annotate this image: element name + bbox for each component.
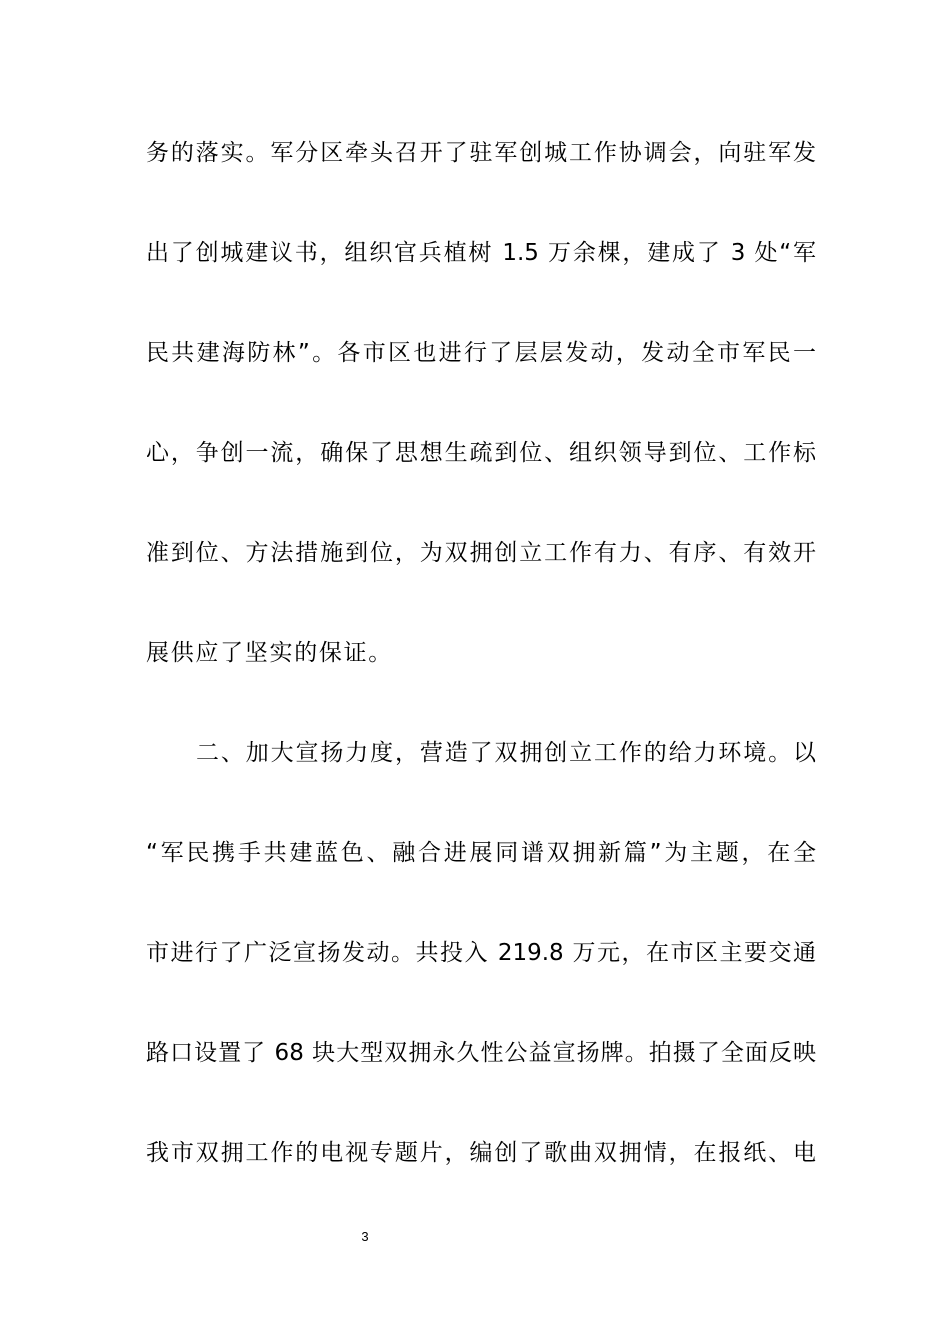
- body-text-line: 展供应了坚实的保证。: [146, 640, 393, 666]
- body-text-line: 准到位、方法措施到位，为双拥创立工作有力、有序、有效开: [146, 540, 816, 566]
- body-text-line: 务的落实。军分区牵头召开了驻军创城工作协调会，向驻军发: [146, 140, 816, 166]
- body-text-line: 路口设置了 68 块大型双拥永久性公益宣扬牌。拍摄了全面反映: [146, 1040, 816, 1066]
- body-text-line: 市进行了广泛宣扬发动。共投入 219.8 万元，在市区主要交通: [146, 940, 816, 966]
- body-text-line: 心，争创一流，确保了思想生疏到位、组织领导到位、工作标: [146, 440, 816, 466]
- body-text-line: “军民携手共建蓝色、融合进展同谱双拥新篇”为主题，在全: [146, 840, 816, 866]
- section-heading-line: 二、加大宣扬力度，营造了双拥创立工作的给力环境。以: [196, 740, 816, 766]
- page-number: 3: [361, 1229, 369, 1244]
- body-text-line: 民共建海防林”。各市区也进行了层层发动，发动全市军民一: [146, 340, 816, 366]
- body-text-line: 出了创城建议书，组织官兵植树 1.5 万余棵，建成了 3 处“军: [146, 240, 816, 266]
- body-text-line: 我市双拥工作的电视专题片，编创了歌曲双拥情，在报纸、电: [146, 1140, 816, 1166]
